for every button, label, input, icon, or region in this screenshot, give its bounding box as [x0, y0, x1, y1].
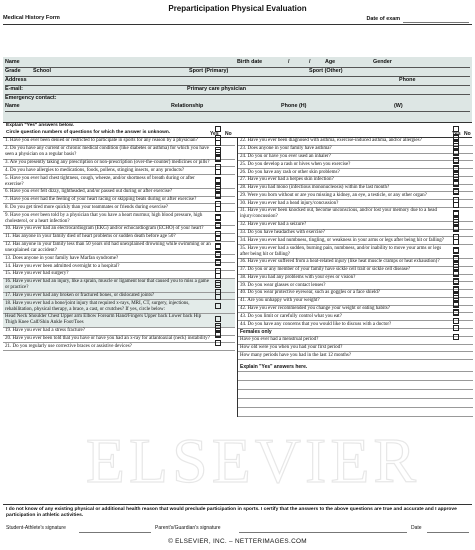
- question-text: How many periods have you had in the last 12 months?: [240, 352, 352, 358]
- question-text: 3. Are you presently taking any prescription or non-prescription (over-the-counter) medicines or pills?: [5, 159, 210, 165]
- yes-header-left: Yes: [210, 131, 219, 137]
- question-text: How old were you when you had your first period?: [240, 344, 343, 350]
- question-row: [238, 259, 473, 267]
- svg-text:ELSEVIER: ELSEVIER: [85, 425, 421, 496]
- explain-line[interactable]: [238, 381, 473, 390]
- no-checkbox[interactable]: [453, 318, 459, 324]
- name-label: Name: [5, 59, 20, 65]
- certification-section: [3, 504, 472, 533]
- contact-name-label: Name: [5, 103, 20, 109]
- question-row: [3, 167, 235, 175]
- yes-checkbox[interactable]: [215, 206, 221, 212]
- header-row-4: [5, 86, 470, 95]
- question-text: 26. Do you have any rash or other skin problems?: [240, 169, 340, 175]
- question-text: 9. Have you ever been told by a physician that you have a heart murmur, high blood pressure, high cholesterol, or a heart infection?: [5, 212, 203, 224]
- yes-checkbox[interactable]: [453, 225, 459, 231]
- question-row: [238, 222, 473, 230]
- age-label: Age: [325, 59, 336, 65]
- yes-checkbox[interactable]: [215, 169, 221, 175]
- yes-checkbox[interactable]: [453, 278, 459, 284]
- question-text: 36. Have you ever suffered from a heat-related injury (like heat muscle cramps or heat exhaustion)?: [240, 259, 440, 265]
- question-row: [238, 154, 473, 162]
- question-text: 35. Have you ever had a sudden, burning pain, numbness, and/or inability to move your arms or legs after being hit or falling?: [240, 245, 442, 257]
- no-checkbox[interactable]: [215, 303, 221, 309]
- question-row: [238, 267, 473, 275]
- question-row: [3, 343, 235, 351]
- question-row: [3, 204, 235, 212]
- explain-line[interactable]: [238, 372, 473, 381]
- question-row: [3, 146, 235, 160]
- no-checkbox[interactable]: [215, 340, 221, 346]
- yes-checkbox[interactable]: [215, 155, 221, 161]
- body-parts-list: [3, 314, 235, 328]
- question-row: [3, 234, 235, 242]
- explain-line[interactable]: [238, 408, 473, 417]
- question-text: 33. Do you have headaches with exercise?: [240, 229, 325, 235]
- question-row: [238, 321, 473, 329]
- question-row: [238, 290, 473, 298]
- explain-line[interactable]: [238, 390, 473, 399]
- question-text: 42. Have you ever recommended you change your weight or eating habits?: [240, 306, 390, 312]
- no-header-right: No: [464, 131, 471, 137]
- yes-checkbox[interactable]: [453, 141, 459, 147]
- emergency-contact-label: Emergency contact:: [5, 95, 57, 101]
- yes-checkbox[interactable]: [453, 325, 459, 331]
- question-text: 22. Have you ever been diagnosed with asthma, exercise-induced asthma, and/or allergies?: [240, 138, 422, 144]
- question-row: [238, 185, 473, 193]
- divider: [3, 24, 472, 25]
- header-row-2: [5, 68, 470, 77]
- yes-checkbox[interactable]: [215, 259, 221, 265]
- athlete-info-section: [3, 57, 472, 122]
- yes-checkbox[interactable]: [215, 184, 221, 190]
- instructions: [3, 122, 472, 138]
- question-row: [3, 293, 235, 301]
- question-text: 39. Do you wear glasses or contact lenses?: [240, 282, 326, 288]
- question-row: [3, 226, 235, 234]
- females-only-item: [238, 352, 473, 360]
- question-row: [3, 263, 235, 271]
- yes-checkbox[interactable]: [215, 192, 221, 198]
- school-label: School: [33, 68, 51, 74]
- email-label: E-mail:: [5, 86, 23, 92]
- questions-right-column: [237, 138, 473, 417]
- question-text: 16. Have you ever had an injury, like a sprain, muscle or ligament tear that caused you to miss a game or practice?: [5, 279, 209, 291]
- date-field[interactable]: [427, 532, 469, 533]
- question-row: [238, 146, 473, 154]
- question-row: [238, 298, 473, 306]
- question-text: 14. Have you ever been admitted overnight to a hospital?: [5, 263, 120, 269]
- yes-checkbox[interactable]: [453, 255, 459, 261]
- question-text: 44. Do you have any concerns that you would like to discuss with a doctor?: [240, 321, 392, 327]
- address-label: Address: [5, 77, 27, 83]
- question-text: 23. Does anyone in your family have asthma?: [240, 146, 332, 152]
- yes-checkbox[interactable]: [215, 235, 221, 241]
- question-text: 21. Do you regularly use corrective braces or assistive devices?: [5, 343, 132, 349]
- question-text: 24. Do you or have you ever used an inhaler?: [240, 153, 331, 159]
- yes-checkbox[interactable]: [215, 251, 221, 257]
- question-row: [3, 160, 235, 168]
- question-text: 11. Has anyone in your family died of heart problems or sudden death before age 50?: [5, 234, 176, 240]
- yes-checkbox[interactable]: [453, 180, 459, 186]
- question-text: 30. Have you ever had a head injury/concussion?: [240, 200, 339, 206]
- females-only-heading: [238, 329, 473, 337]
- date-sep: /: [288, 59, 290, 65]
- header-row-3: [5, 77, 470, 86]
- question-text: Head Neck Shoulder Chest Upper arm Elbow Forearm Hand/Fingers Upper back Lower back Hip Thigh Knee Calf/Shin Ankle Foot/Toes: [5, 314, 202, 326]
- form-name: Medical History Form: [3, 15, 60, 21]
- date-label: Date: [411, 525, 422, 531]
- answer-boxes: [215, 331, 233, 349]
- answer-boxes: [215, 294, 233, 312]
- no-checkbox[interactable]: [453, 334, 459, 340]
- question-row: [238, 237, 473, 245]
- explain-line[interactable]: [238, 399, 473, 408]
- question-row: [238, 138, 473, 146]
- question-text: 15. Have you ever had surgery?: [5, 271, 69, 277]
- athlete-signature-field[interactable]: [79, 532, 151, 533]
- question-row: [238, 161, 473, 169]
- yes-header-right: Yes: [452, 131, 461, 137]
- question-row: [3, 336, 235, 344]
- question-text: 7. Have you ever had the feeling of your heart racing or skipping beats during or after exercise?: [5, 197, 197, 203]
- phone-home-label: Phone (H): [281, 103, 307, 109]
- yes-checkbox[interactable]: [215, 222, 221, 228]
- question-row: [3, 300, 235, 314]
- question-row: [3, 212, 235, 226]
- question-text: 5. Have you ever had chest tightness, cough, wheeze, and/or shortness of breath during or after exercise?: [5, 175, 195, 187]
- question-row: [3, 271, 235, 279]
- yes-checkbox[interactable]: [453, 262, 459, 268]
- females-only-item: [238, 345, 473, 353]
- yes-checkbox[interactable]: [453, 126, 459, 132]
- yes-checkbox[interactable]: [453, 157, 459, 163]
- yes-checkbox[interactable]: [453, 134, 459, 140]
- question-text: 2. Do you have any current or chronic medical condition (like diabetes or asthma) for which you have seen a physician on a regular basis?: [5, 146, 209, 158]
- question-row: [238, 192, 473, 200]
- sport-other-label: Sport (Other): [309, 68, 343, 74]
- primary-physician-label: Primary care physician: [187, 86, 247, 92]
- yes-checkbox[interactable]: [453, 188, 459, 194]
- yes-checkbox[interactable]: [453, 239, 459, 245]
- yes-checkbox[interactable]: [453, 309, 459, 315]
- question-row: [238, 306, 473, 314]
- date-of-exam-label: Date of exam: [366, 16, 400, 22]
- yes-checkbox[interactable]: [215, 140, 221, 146]
- question-text: 13. Does anyone in your family have Marfan syndrome?: [5, 255, 119, 261]
- question-text: Females only: [240, 329, 272, 336]
- question-row: [3, 279, 235, 293]
- question-row: [238, 282, 473, 290]
- yes-checkbox[interactable]: [215, 316, 221, 322]
- phone-label: Phone: [399, 77, 416, 83]
- yes-checkbox[interactable]: [215, 214, 221, 220]
- yes-checkbox[interactable]: [215, 323, 221, 329]
- instruction-line: Circle question numbers of questions for which the answer is unknown.: [6, 129, 171, 135]
- grade-label: Grade: [5, 68, 21, 74]
- questions-left-column: [3, 138, 235, 351]
- yes-checkbox[interactable]: [215, 294, 221, 300]
- question-text: 27. Have you ever had a herpes skin infection?: [240, 177, 334, 183]
- question-text: 31. Have you ever been knocked out, become unconscious, and/or lost your memory due to a head injury/concussion?: [240, 208, 438, 220]
- birth-date-label: Birth date: [237, 59, 263, 65]
- yes-checkbox[interactable]: [215, 177, 221, 183]
- question-text: 40. Do you wear protective eyewear, such as goggles or a face shield?: [240, 290, 381, 296]
- females-only-item: [238, 337, 473, 345]
- question-text: 12. Has anyone in your family less than 50 years old had unexplained drowning while swimming or an unexplained car accident?: [5, 241, 211, 253]
- question-row: [238, 177, 473, 185]
- question-text: 4. Do you have allergies to medications, foods, pollens, stinging insects, or any products?: [5, 167, 185, 173]
- question-row: [3, 138, 235, 146]
- question-row: [3, 189, 235, 197]
- sport-primary-label: Sport (Primary): [189, 68, 229, 74]
- answer-boxes: [453, 325, 471, 343]
- yes-checkbox[interactable]: [453, 202, 459, 208]
- question-text: 41. Are you unhappy with your weight?: [240, 298, 320, 304]
- question-text: 1. Have you ever been denied or restricted to participate in sports for any reason by a physician?: [5, 138, 198, 144]
- explain-yes-label: Explain "Yes" answers here.: [238, 364, 473, 372]
- yes-checkbox[interactable]: [453, 172, 459, 178]
- yes-checkbox[interactable]: [453, 247, 459, 253]
- yes-checkbox[interactable]: [215, 280, 221, 286]
- gender-label: Gender: [373, 59, 392, 65]
- guardian-signature-label: Parent's/Guardian's signature: [155, 525, 221, 531]
- yes-checkbox[interactable]: [215, 243, 221, 249]
- date-sep: /: [309, 59, 311, 65]
- question-text: 18. Have you ever had a bone/joint injury that required x-rays, MRI, CT, surgery, injections, rehabilitation, physical therapy, a brace, a cast, or crutches? If yes, circle below:: [5, 300, 190, 312]
- question-row: [238, 275, 473, 283]
- question-text: 19. Have you ever had a stress fracture?: [5, 328, 85, 334]
- yes-checkbox[interactable]: [215, 331, 221, 337]
- date-of-exam-field[interactable]: [403, 22, 469, 23]
- copyright: © ELSEVIER, INC. – NETTERIMAGES.COM: [168, 538, 307, 545]
- watermark-logo: [85, 420, 421, 500]
- phone-work-label: (W): [394, 103, 403, 109]
- question-text: 29. Were you born without or are you missing a kidney, an eye, a testicle, or any other organ?: [240, 192, 427, 198]
- question-text: 17. Have you ever had any broken or fractured bones, or dislocated joints?: [5, 292, 155, 298]
- question-text: 8. Do you get tired more quickly than your teammates or friends during exercise?: [5, 204, 169, 210]
- question-row: [238, 169, 473, 177]
- question-row: [3, 197, 235, 205]
- question-text: 28. Have you had mono (infectious mononucleosis) within the last month?: [240, 185, 390, 191]
- yes-checkbox[interactable]: [453, 217, 459, 223]
- question-text: 32. Have you ever had a seizure?: [240, 222, 307, 228]
- question-text: 6. Have you ever felt dizzy, lightheaded, and/or passed out during or after exercise?: [5, 189, 173, 195]
- instruction-line: Explain "Yes" answers below.: [6, 123, 74, 128]
- yes-checkbox[interactable]: [453, 149, 459, 155]
- question-text: 20. Have you ever been told that you have or have you had an x-ray for atlantoaxial (neck) instability?: [5, 336, 210, 342]
- yes-checkbox[interactable]: [215, 147, 221, 153]
- yes-checkbox[interactable]: [453, 165, 459, 171]
- question-row: [238, 208, 473, 222]
- question-text: 43. Do you limit or carefully control what you eat?: [240, 313, 342, 319]
- header-row-5: [5, 95, 470, 103]
- question-row: [3, 328, 235, 336]
- form-title: Preparticipation Physical Evaluation: [168, 4, 307, 13]
- no-header-left: No: [225, 131, 232, 137]
- yes-checkbox[interactable]: [215, 126, 221, 132]
- yes-checkbox[interactable]: [453, 301, 459, 307]
- question-row: [3, 255, 235, 263]
- form-sheet: [3, 0, 472, 548]
- question-row: [3, 175, 235, 189]
- yes-checkbox[interactable]: [453, 270, 459, 276]
- question-text: 25. Do you develop a rash or hives when you exercise?: [240, 161, 351, 167]
- yes-checkbox[interactable]: [453, 286, 459, 292]
- certification-text: I do not know of any existing physical or additional health reason that would preclude participation in sports. I certify that the answers to the above questions are true and accurate and I approve participation in athletic activities.: [6, 507, 457, 518]
- header-row-6: [5, 103, 470, 112]
- question-text: 10. Have you ever had an electrocardiogram (EKG) and/or echocardiogram (ECHO) of your heart?: [5, 226, 204, 232]
- yes-checkbox[interactable]: [453, 210, 459, 216]
- yes-checkbox[interactable]: [453, 293, 459, 299]
- athlete-signature-label: Student-Athlete's signature: [6, 525, 66, 531]
- question-text: Have you ever had a menstrual period?: [240, 337, 319, 343]
- question-row: [238, 313, 473, 321]
- question-row: [238, 230, 473, 238]
- question-text: 37. Do you or any member of your family have sickle cell trait or sickle cell disease?: [240, 267, 411, 273]
- guardian-signature-field[interactable]: [239, 532, 407, 533]
- header-row-1: [5, 59, 470, 68]
- question-row: [238, 245, 473, 259]
- question-text: 34. Have you ever had numbness, tingling, or weakness in your arms or legs after being hit or falling?: [240, 237, 444, 243]
- question-row: [3, 242, 235, 256]
- relationship-label: Relationship: [171, 103, 204, 109]
- question-row: [238, 200, 473, 208]
- question-text: 38. Have you had any problems with your eyes or vision?: [240, 274, 356, 280]
- yes-checkbox[interactable]: [215, 273, 221, 279]
